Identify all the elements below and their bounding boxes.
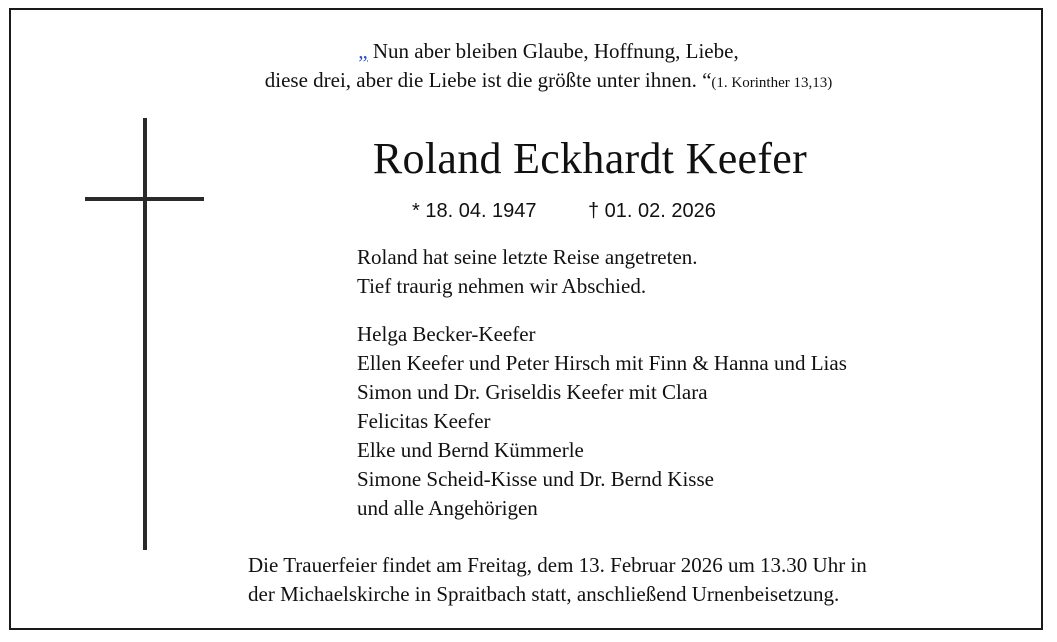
quote-text-2: diese drei, aber die Liebe ist die größte unter ihnen. “ bbox=[264, 68, 712, 92]
mourner-entry: Elke und Bernd Kümmerle bbox=[357, 438, 584, 462]
opening-quote-mark: „ bbox=[358, 39, 368, 63]
message-line: Roland hat seine letzte Reise angetreten. bbox=[357, 245, 698, 269]
deceased-name: Roland Eckhardt Keefer bbox=[372, 134, 808, 183]
funeral-service-info bbox=[248, 551, 867, 609]
service-line: der Michaelskirche in Spraitbach statt, anschließend Urnenbeisetzung. bbox=[248, 582, 840, 606]
mourner-entry: Simone Scheid-Kisse und Dr. Bernd Kisse bbox=[357, 467, 714, 491]
mourner-entry: und alle Angehörigen bbox=[357, 496, 538, 520]
birth-date: * 18. 04. 1947 bbox=[412, 200, 537, 222]
quote-line-1 bbox=[0, 37, 1057, 66]
quote-reference: (1. Korinther 13,13) bbox=[711, 75, 833, 91]
mourner-entry: Felicitas Keefer bbox=[357, 409, 491, 433]
notice-frame bbox=[9, 8, 1043, 630]
cross-icon-bar bbox=[85, 197, 204, 201]
mourner-entry: Helga Becker-Keefer bbox=[357, 322, 536, 346]
mourner-entry: Simon und Dr. Griseldis Keefer mit Clara bbox=[357, 380, 708, 404]
message-line: Tief traurig nehmen wir Abschied. bbox=[357, 274, 647, 298]
mourners-list bbox=[357, 320, 847, 523]
quote-text-1: Nun aber bleiben Glaube, Hoffnung, Liebe, bbox=[367, 39, 739, 63]
quote-line-2 bbox=[0, 66, 1057, 98]
cross-icon bbox=[143, 118, 147, 550]
farewell-message bbox=[357, 243, 698, 301]
death-date: † 01. 02. 2026 bbox=[588, 200, 716, 222]
mourner-entry: Ellen Keefer und Peter Hirsch mit Finn & Hanna und Lias bbox=[357, 351, 847, 375]
bible-quote bbox=[0, 37, 1057, 98]
service-line: Die Trauerfeier findet am Freitag, dem 13. Februar 2026 um 13.30 Uhr in bbox=[248, 553, 867, 577]
